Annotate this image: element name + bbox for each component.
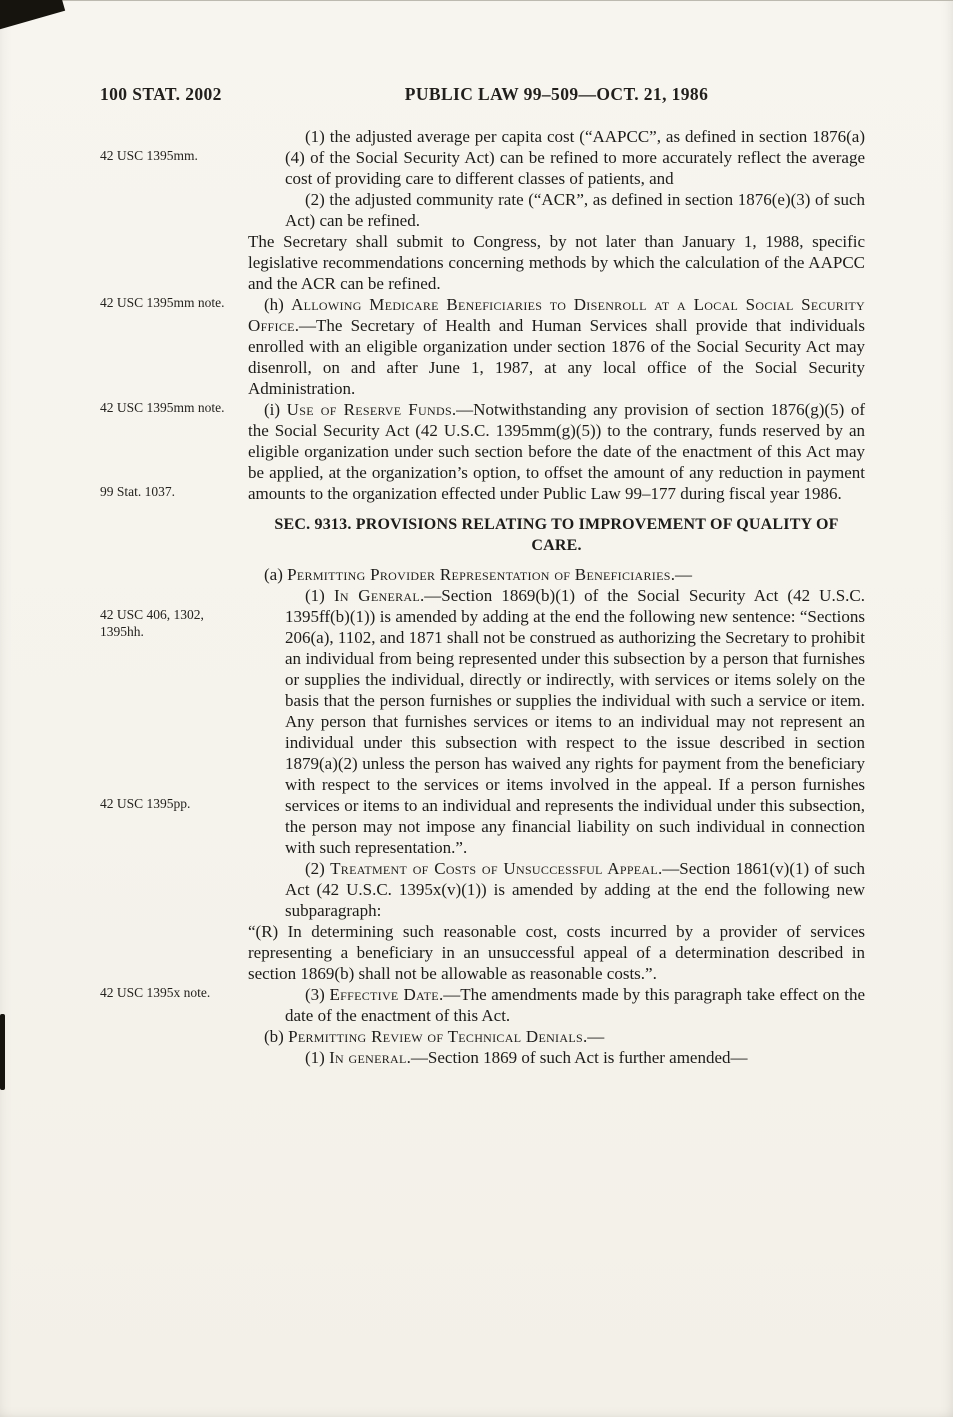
para-text: .— — [670, 565, 692, 584]
smallcaps-heading: Permitting Provider Representation of Beneficiaries — [287, 565, 671, 584]
margin-note-usc-1395mm: 42 USC 1395mm. — [100, 148, 198, 163]
margin-note-usc-406-1302-1395hh: 42 USC 406, 1302, 1395hh. — [100, 607, 204, 639]
para-text: (1) the adjusted average per capita cost (“AAPCC”, as defined in section 1876(a)(4) of the Social Security Act) can be refined to more accurately reflect the average cost of providing care to different classes of patients, and — [285, 127, 865, 188]
para-text: .—Notwithstanding any provision of section 1876(g)(5) of the Social Security Act (42 U.S.C. 1395mm(g)(5)) to the contrary, funds reserved by an eligible organization under such section before the date of the enactment of this Act may be applied, at the organization’s option, to offset the amount of any reduction in payment amounts to the organization effected under Public Law 99–177 during fiscal year 1986. — [248, 400, 865, 503]
para-a-1-in-general — [248, 585, 865, 858]
scan-artifact-left-edge — [0, 1014, 5, 1090]
para-subpara-R — [248, 921, 865, 984]
para-text: .—The amendments made by this paragraph take effect on the date of the enactment of this Act. — [285, 985, 865, 1025]
para-label: (h) — [264, 295, 292, 314]
para-label: (1) — [305, 1048, 330, 1067]
para-a-3-effective-date — [248, 984, 865, 1026]
scan-artifact-top-mark — [27, 0, 42, 6]
para-subsection-i — [248, 399, 865, 504]
smallcaps-heading: In general — [329, 1048, 407, 1067]
statute-body-column — [248, 126, 865, 1068]
smallcaps-heading: Treatment of Costs of Unsuccessful Appeal — [330, 859, 659, 878]
para-text: .—The Secretary of Health and Human Services shall provide that individuals enrolled with an eligible organization under section 1876 of the Social Security Act may disenroll, on and after June 1, 1987, at any local office of the Social Security Administration. — [248, 316, 865, 398]
smallcaps-heading: Allowing Medicare Beneficiaries to Disenroll at a Local Social Security Office — [248, 295, 865, 335]
para-secretary-submit — [248, 231, 865, 294]
para-b-1-in-general — [248, 1047, 865, 1068]
para-subsection-a — [248, 564, 865, 585]
para-text: (2) the adjusted community rate (“ACR”, as defined in section 1876(e)(3) of such Act) can be refined. — [285, 190, 865, 230]
para-clause-2 — [248, 189, 865, 231]
smallcaps-heading: Effective Date — [329, 985, 439, 1004]
para-label: (i) — [264, 400, 287, 419]
margin-note-usc-1395mm-note-i: 42 USC 1395mm note. — [100, 400, 225, 415]
para-label: (3) — [305, 985, 330, 1004]
para-text: “(R) In determining such reasonable cost, costs incurred by a provider of services representing a beneficiary in an unsuccessful appeal of a determination described in section 1869(b) shall not be allowable as reasonable costs.”. — [248, 922, 865, 983]
heading-line-1: SEC. 9313. PROVISIONS RELATING TO IMPROVEMENT OF QUALITY OF — [274, 516, 839, 533]
para-text: .—Section 1869(b)(1) of the Social Security Act (42 U.S.C. 1395ff(b)(1)) is amended by adding at the end the following new sentence: “Sections 206(a), 1102, and 1871 shall not be construed as authorizing the Secretary to prohibit an individual from being represented under this subsection by a person that furnishes or supplies the individual, directly or indirectly, with services or items solely on the basis that the person furnishes or supplies the individual with such a service or item. Any person that furnishes services or items to an individual may not represent an individual under this subsection with respect to the issue described in section 1879(a)(2) unless the person has waived any rights for payment from the beneficiary with respect to the services or items involved in the appeal. If a person furnishes services or items to an individual and represents the individual under this subsection, the person may not impose any financial liability on such individual in connection with such representation.”. — [285, 586, 866, 857]
para-a-2-treatment-of-costs — [248, 858, 865, 921]
margin-note-99-stat-1037: 99 Stat. 1037. — [100, 484, 176, 499]
para-clause-1 — [248, 126, 865, 189]
para-subsection-b — [248, 1026, 865, 1047]
para-label: (b) — [264, 1027, 289, 1046]
page-law-title: PUBLIC LAW 99–509—OCT. 21, 1986 — [404, 84, 709, 104]
smallcaps-heading: Permitting Review of Technical Denials — [288, 1027, 583, 1046]
para-text: The Secretary shall submit to Congress, by not later than January 1, 1988, specific legislative recommendations concerning methods by which the calculation of the AAPCC and the ACR can be refined. — [248, 232, 865, 293]
para-text: .— — [582, 1027, 605, 1046]
para-subsection-h — [248, 294, 865, 399]
para-label: (a) — [264, 565, 288, 584]
margin-note-usc-1395x-note: 42 USC 1395x note. — [100, 985, 211, 1000]
para-label: (1) — [305, 586, 334, 605]
page-stat-number: 100 STAT. 2002 — [100, 84, 222, 104]
para-text: .—Section 1869 of such Act is further amended— — [406, 1048, 748, 1067]
para-label: (2) — [305, 859, 331, 878]
para-text: .—Section 1861(v)(1) of such Act (42 U.S.C. 1395x(v)(1)) is amended by adding at the end the following new subparagraph: — [285, 859, 865, 920]
heading-line-2: CARE. — [531, 537, 582, 554]
margin-note-usc-1395pp: 42 USC 1395pp. — [100, 796, 191, 811]
section-heading-9313 — [248, 514, 865, 556]
smallcaps-heading: Use of Reserve Funds — [286, 400, 452, 419]
margin-note-usc-1395mm-note-h: 42 USC 1395mm note. — [100, 295, 225, 310]
smallcaps-heading: In General — [333, 586, 421, 605]
scan-artifact-bottom-line — [0, 0, 953, 1]
